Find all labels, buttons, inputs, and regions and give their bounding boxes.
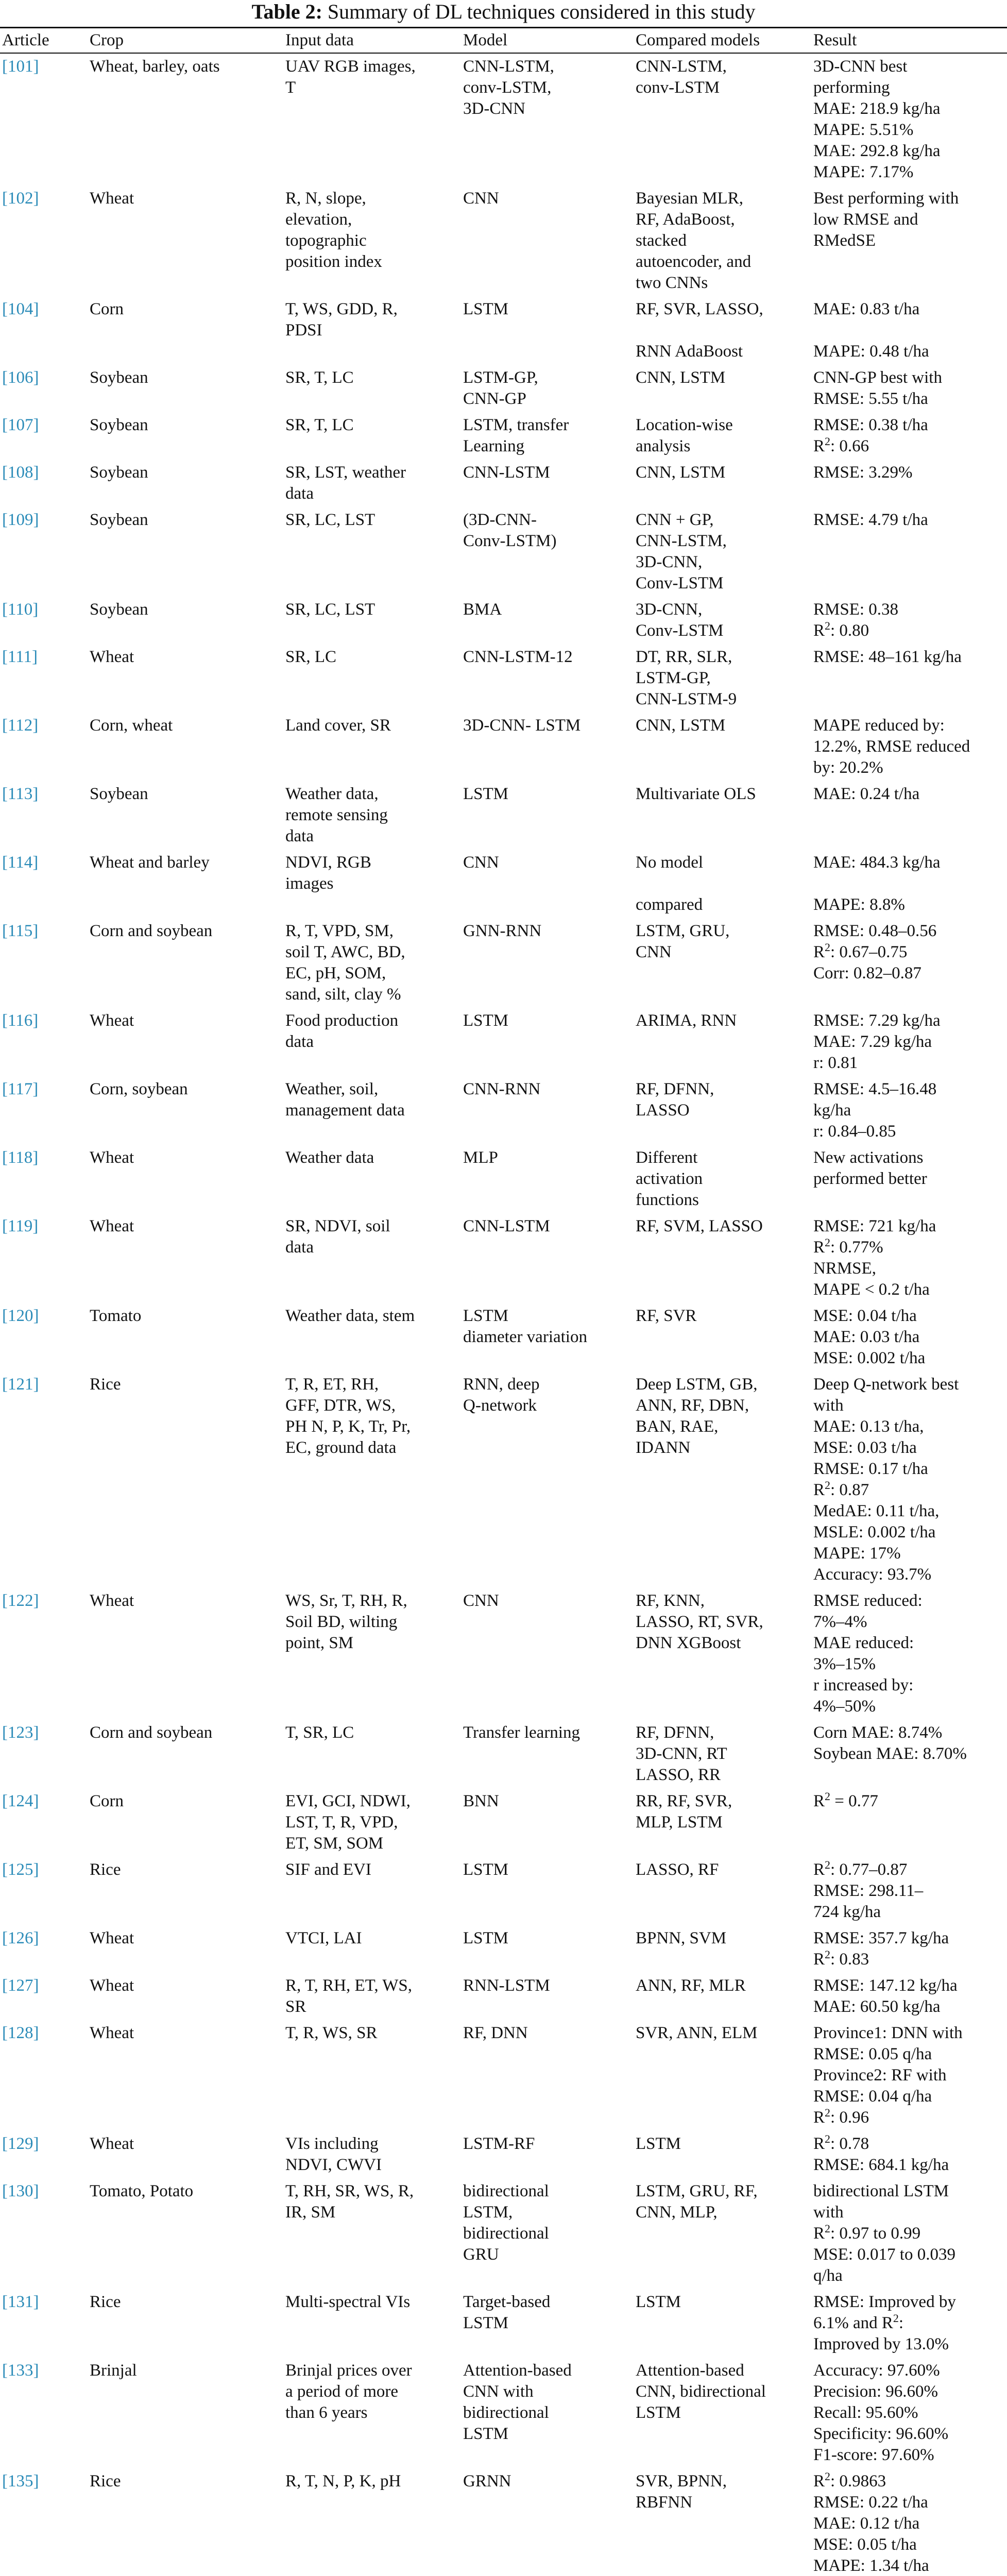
header-result: Result — [813, 31, 857, 49]
crop-cell: Wheat — [90, 1929, 134, 1947]
model-cell: LSTM — [463, 1929, 509, 1947]
article-ref-link[interactable]: [115] — [2, 922, 39, 940]
model-cell: LSTM diameter variation — [463, 1307, 587, 1346]
table-row — [0, 1925, 1007, 1973]
compared-models-cell: RF, SVM, LASSO — [636, 1217, 763, 1235]
article-ref-link[interactable]: [102] — [2, 189, 39, 208]
model-cell: LSTM — [463, 1011, 509, 1030]
article-ref-link[interactable]: [124] — [2, 1792, 39, 1810]
article-ref-link[interactable]: [127] — [2, 1976, 39, 1995]
model-cell: LSTM-GP, CNN-GP — [463, 368, 538, 408]
result-cell: Corn MAE: 8.74% Soybean MAE: 8.70% — [813, 1723, 967, 1763]
article-ref-link[interactable]: [121] — [2, 1375, 39, 1394]
input-data-cell: Weather data, stem — [285, 1307, 415, 1325]
table-row — [0, 412, 1007, 460]
input-data-cell: UAV RGB images, T — [285, 57, 416, 97]
article-ref-link[interactable]: [126] — [2, 1929, 39, 1947]
compared-models-cell: Bayesian MLR, RF, AdaBoost, stacked autoencoder, and two CNNs — [636, 189, 752, 292]
compared-models-cell: LSTM, GRU, CNN — [636, 922, 730, 961]
crop-cell: Rice — [90, 2472, 121, 2490]
model-cell: Target-based LSTM — [463, 2293, 551, 2332]
compared-models-cell: ANN, RF, MLR — [636, 1976, 746, 1995]
article-ref-link[interactable]: [106] — [2, 368, 39, 387]
compared-models-cell: Different activation functions — [636, 1148, 703, 1209]
input-data-cell: EVI, GCI, NDWI, LST, T, R, VPD, ET, SM, SOM — [285, 1792, 411, 1853]
article-ref-link[interactable]: [131] — [2, 2293, 39, 2311]
input-data-cell: T, R, WS, SR — [285, 2024, 378, 2042]
result-cell: RMSE: 147.12 kg/ha MAE: 60.50 kg/ha — [813, 1976, 958, 2016]
input-data-cell: SR, NDVI, soil data — [285, 1217, 390, 1257]
result-cell: MAE: 484.3 kg/ha MAPE: 8.8% — [813, 853, 941, 914]
article-ref-link[interactable]: [123] — [2, 1723, 39, 1742]
crop-cell: Rice — [90, 2293, 121, 2311]
table-row — [0, 185, 1007, 296]
crop-cell: Wheat — [90, 1011, 134, 1030]
compared-models-cell: DT, RR, SLR, LSTM-GP, CNN-LSTM-9 — [636, 648, 737, 708]
table-row — [0, 2020, 1007, 2131]
result-cell: RMSE: 4.79 t/ha — [813, 511, 928, 529]
result-cell: CNN-GP best with RMSE: 5.55 t/ha — [813, 368, 942, 408]
compared-models-cell: RF, DFNN, LASSO — [636, 1080, 714, 1120]
table-caption — [0, 0, 1007, 24]
table-row — [0, 597, 1007, 644]
header-row — [0, 28, 1007, 54]
model-cell: CNN-LSTM-12 — [463, 648, 573, 666]
compared-models-cell: Multivariate OLS — [636, 785, 756, 803]
table-row — [0, 1857, 1007, 1925]
crop-cell: Corn — [90, 300, 124, 318]
model-cell: BNN — [463, 1792, 499, 1810]
article-ref-link[interactable]: [114] — [2, 853, 39, 872]
model-cell: BMA — [463, 600, 502, 619]
table-row — [0, 2131, 1007, 2178]
article-ref-link[interactable]: [111] — [2, 648, 38, 666]
table-row — [0, 2358, 1007, 2468]
input-data-cell: SR, T, LC — [285, 416, 354, 434]
compared-models-cell: SVR, BPNN, RBFNN — [636, 2472, 727, 2512]
input-data-cell: SIF and EVI — [285, 1860, 371, 1879]
input-data-cell: SR, LC — [285, 648, 337, 666]
input-data-cell: Multi-spectral VIs — [285, 2293, 411, 2311]
compared-models-cell: LSTM — [636, 2293, 681, 2311]
result-cell: MAE: 0.24 t/ha — [813, 785, 920, 803]
crop-cell: Rice — [90, 1375, 121, 1394]
result-cell: Best performing with low RMSE and RMedSE — [813, 189, 959, 250]
crop-cell: Corn and soybean — [90, 1723, 213, 1742]
article-ref-link[interactable]: [108] — [2, 463, 39, 482]
table-row — [0, 1076, 1007, 1145]
crop-cell: Wheat — [90, 1591, 134, 1610]
result-cell: RMSE: 0.38 $R^2$: 0.80 — [813, 600, 899, 640]
model-cell: bidirectional LSTM, bidirectional GRU — [463, 2182, 549, 2264]
crop-cell: Wheat — [90, 189, 134, 208]
result-cell: Province1: DNN with RMSE: 0.05 q/ha Province2: RF with RMSE: 0.04 q/ha $R^2$: 0.96 — [813, 2024, 963, 2127]
result-cell: RMSE reduced: 7%–4% MAE reduced: 3%–15% r increased by: 4%–50% — [813, 1591, 923, 1716]
crop-cell: Wheat — [90, 2024, 134, 2042]
result-cell: $R^2 = 0.77$ — [813, 1790, 878, 1810]
crop-cell: Wheat and barley — [90, 853, 210, 872]
crop-cell: Soybean — [90, 785, 148, 803]
input-data-cell: T, R, ET, RH, GFF, DTR, WS, PH N, P, K, Tr, Pr, EC, ground data — [285, 1375, 411, 1457]
result-cell: 3D-CNN best performing MAE: 218.9 kg/ha MAPE: 5.51% MAE: 292.8 kg/ha MAPE: 7.17% — [813, 57, 941, 181]
model-cell: LSTM — [463, 300, 509, 318]
article-ref-link[interactable]: [104] — [2, 300, 39, 318]
table-row — [0, 2468, 1007, 2576]
result-cell: $R^2$: 0.78 RMSE: 684.1 kg/ha — [813, 2132, 949, 2174]
input-data-cell: SR, LST, weather data — [285, 463, 406, 503]
input-data-cell: SR, LC, LST — [285, 511, 376, 529]
article-ref-link[interactable]: [129] — [2, 2134, 39, 2153]
article-ref-link[interactable]: [101] — [2, 57, 39, 76]
article-ref-link[interactable]: [109] — [2, 511, 39, 529]
model-cell: GNN-RNN — [463, 922, 542, 940]
input-data-cell: VTCI, LAI — [285, 1929, 362, 1947]
article-ref-link[interactable]: [107] — [2, 416, 39, 434]
crop-cell: Wheat — [90, 1217, 134, 1235]
compared-models-cell: RR, RF, SVR, MLP, LSTM — [636, 1792, 732, 1832]
table-row — [0, 1008, 1007, 1076]
model-cell: CNN-LSTM — [463, 1217, 550, 1235]
result-cell: RMSE: 48–161 kg/ha — [813, 648, 962, 666]
article-ref-link[interactable]: [120] — [2, 1307, 39, 1325]
table-row — [0, 781, 1007, 850]
article-ref-link[interactable]: [116] — [2, 1011, 39, 1030]
table-row — [0, 2289, 1007, 2358]
caption-text: Summary of DL techniques considered in this study — [327, 0, 756, 23]
result-cell: $R^2$: 0.77–0.87 RMSE: 298.11– 724 kg/ha — [813, 1858, 924, 1921]
result-cell: RMSE: 357.7 kg/ha $R^2$: 0.83 — [813, 1929, 949, 1969]
compared-models-cell: CNN, LSTM — [636, 463, 726, 482]
crop-cell: Brinjal — [90, 2361, 137, 2380]
article-ref-link[interactable]: [128] — [2, 2024, 39, 2042]
model-cell: CNN — [463, 189, 499, 208]
crop-cell: Wheat — [90, 648, 134, 666]
model-cell: CNN-LSTM, conv-LSTM, 3D-CNN — [463, 57, 554, 118]
article-ref-link[interactable]: [119] — [2, 1217, 39, 1235]
compared-models-cell: CNN-LSTM, conv-LSTM — [636, 57, 727, 97]
compared-models-cell: RF, DFNN, 3D-CNN, RT LASSO, RR — [636, 1723, 727, 1784]
result-cell: Accuracy: 97.60% Precision: 96.60% Recall: 95.60% Specificity: 96.60% F1-score: 97.60% — [813, 2361, 949, 2464]
table-row — [0, 1588, 1007, 1720]
input-data-cell: Weather, soil, management data — [285, 1080, 405, 1120]
table-row — [0, 918, 1007, 1008]
input-data-cell: SR, LC, LST — [285, 600, 376, 619]
table-row — [0, 296, 1007, 365]
dl-techniques-table — [0, 27, 1007, 2576]
crop-cell: Wheat — [90, 2134, 134, 2153]
header-input-data: Input data — [285, 31, 354, 49]
compared-models-cell: SVR, ANN, ELM — [636, 2024, 758, 2042]
result-cell: RMSE: 0.48–0.56 $R^2$: 0.67–0.75 Corr: 0.82–0.87 — [813, 922, 937, 982]
compared-models-cell: LSTM — [636, 2134, 681, 2153]
table-row — [0, 1788, 1007, 1857]
crop-cell: Soybean — [90, 511, 148, 529]
table-header — [0, 28, 1007, 54]
result-cell: RMSE: 721 kg/ha $R^2$: 0.77% NRMSE, MAPE < 0.2 t/ha — [813, 1217, 936, 1299]
compared-models-cell: RF, SVR — [636, 1307, 697, 1325]
model-cell: Transfer learning — [463, 1723, 580, 1742]
input-data-cell: T, WS, GDD, R, PDSI — [285, 300, 398, 340]
result-cell: RMSE: Improved by 6.1% and $R^2$: Improved by 13.0% — [813, 2293, 956, 2353]
model-cell: LSTM-RF — [463, 2134, 535, 2153]
model-cell: RF, DNN — [463, 2024, 528, 2042]
article-ref-link[interactable]: [110] — [2, 600, 39, 619]
table-row — [0, 507, 1007, 597]
header-model: Model — [463, 31, 508, 49]
result-cell: bidirectional LSTM with $R^2$: 0.97 to 0.99 MSE: 0.017 to 0.039 q/ha — [813, 2182, 955, 2285]
model-cell: MLP — [463, 1148, 498, 1167]
crop-cell: Corn and soybean — [90, 922, 213, 940]
crop-cell: Soybean — [90, 463, 148, 482]
result-cell: MSE: 0.04 t/ha MAE: 0.03 t/ha MSE: 0.002 t/ha — [813, 1307, 926, 1367]
crop-cell: Rice — [90, 1860, 121, 1879]
model-cell: (3D-CNN- Conv-LSTM) — [463, 511, 557, 550]
crop-cell: Corn, soybean — [90, 1080, 188, 1098]
compared-models-cell: Deep LSTM, GB, ANN, RF, DBN, BAN, RAE, IDANN — [636, 1375, 758, 1457]
crop-cell: Wheat — [90, 1148, 134, 1167]
input-data-cell: NDVI, RGB images — [285, 853, 371, 893]
compared-models-cell: 3D-CNN, Conv-LSTM — [636, 600, 724, 640]
compared-models-cell: No model compared — [636, 853, 704, 914]
compared-models-cell: ARIMA, RNN — [636, 1011, 737, 1030]
compared-models-cell: Attention-based CNN, bidirectional LSTM — [636, 2361, 766, 2422]
crop-cell: Tomato — [90, 1307, 142, 1325]
model-cell: RNN-LSTM — [463, 1976, 550, 1995]
model-cell: Attention-based CNN with bidirectional LSTM — [463, 2361, 572, 2443]
result-cell: RMSE: 0.38 t/ha $R^2$: 0.66 — [813, 416, 928, 455]
result-cell: MAPE reduced by: 12.2%, RMSE reduced by: 20.2% — [813, 716, 970, 777]
input-data-cell: VIs including NDVI, CWVI — [285, 2134, 382, 2174]
result-cell: New activations performed better — [813, 1148, 927, 1188]
model-cell: LSTM, transfer Learning — [463, 416, 569, 455]
model-cell: RNN, deep Q-network — [463, 1375, 540, 1415]
crop-cell: Corn, wheat — [90, 716, 173, 735]
table-row — [0, 1145, 1007, 1213]
input-data-cell: Weather data, remote sensing data — [285, 785, 388, 845]
article-ref-link[interactable]: [113] — [2, 785, 39, 803]
compared-models-cell: CNN, LSTM — [636, 716, 726, 735]
table-row — [0, 1720, 1007, 1788]
caption-label: Table 2: — [251, 0, 322, 23]
input-data-cell: WS, Sr, T, RH, R, Soil BD, wilting point, SM — [285, 1591, 407, 1652]
model-cell: 3D-CNN- LSTM — [463, 716, 581, 735]
input-data-cell: Weather data — [285, 1148, 374, 1167]
result-cell: RMSE: 7.29 kg/ha MAE: 7.29 kg/ha r: 0.81 — [813, 1011, 941, 1072]
table-row — [0, 1371, 1007, 1588]
table-row — [0, 644, 1007, 713]
input-data-cell: R, T, RH, ET, WS, SR — [285, 1976, 412, 2016]
article-ref-link[interactable]: [125] — [2, 1860, 39, 1879]
crop-cell: Soybean — [90, 600, 148, 619]
article-ref-link[interactable]: [117] — [2, 1080, 39, 1098]
compared-models-cell: BPNN, SVM — [636, 1929, 727, 1947]
crop-cell: Wheat — [90, 1976, 134, 1995]
article-ref-link[interactable]: [118] — [2, 1148, 39, 1167]
result-cell: RMSE: 3.29% — [813, 463, 913, 482]
model-cell: GRNN — [463, 2472, 511, 2490]
result-cell: MAE: 0.83 t/ha MAPE: 0.48 t/ha — [813, 300, 929, 361]
input-data-cell: Food production data — [285, 1011, 399, 1051]
compared-models-cell: RF, KNN, LASSO, RT, SVR, DNN XGBoost — [636, 1591, 763, 1652]
crop-cell: Soybean — [90, 368, 148, 387]
table-row — [0, 2178, 1007, 2289]
input-data-cell: T, RH, SR, WS, R, IR, SM — [285, 2182, 414, 2222]
compared-models-cell: LSTM, GRU, RF, CNN, MLP, — [636, 2182, 758, 2222]
table-row — [0, 713, 1007, 781]
input-data-cell: R, T, N, P, K, pH — [285, 2472, 401, 2490]
table-row — [0, 53, 1007, 185]
table-row — [0, 1303, 1007, 1371]
result-cell: RMSE: 4.5–16.48 kg/ha r: 0.84–0.85 — [813, 1080, 937, 1141]
input-data-cell: R, N, slope, elevation, topographic position index — [285, 189, 382, 271]
table-body — [0, 53, 1007, 2576]
compared-models-cell: CNN, LSTM — [636, 368, 726, 387]
crop-cell: Tomato, Potato — [90, 2182, 194, 2200]
crop-cell: Corn — [90, 1792, 124, 1810]
article-ref-link[interactable]: [130] — [2, 2182, 39, 2200]
model-cell: CNN — [463, 1591, 499, 1610]
table-row — [0, 460, 1007, 507]
input-data-cell: Land cover, SR — [285, 716, 391, 735]
model-cell: LSTM — [463, 785, 509, 803]
article-ref-link[interactable]: [122] — [2, 1591, 39, 1610]
header-crop: Crop — [90, 31, 124, 49]
compared-models-cell: CNN + GP, CNN-LSTM, 3D-CNN, Conv-LSTM — [636, 511, 727, 592]
input-data-cell: Brinjal prices over a period of more than 6 years — [285, 2361, 412, 2422]
compared-models-cell: Location-wise analysis — [636, 416, 733, 455]
crop-cell: Wheat, barley, oats — [90, 57, 220, 76]
result-cell: Deep Q-network best with MAE: 0.13 t/ha, MSE: 0.03 t/ha RMSE: 0.17 t/ha $R^2$: 0.87 MedAE: 0.11 t/ha, MSLE: 0.002 t/ha MAPE: 17% Accuracy: 93.7% — [813, 1375, 959, 1584]
article-ref-link[interactable]: [135] — [2, 2472, 39, 2490]
compared-models-cell: LASSO, RF — [636, 1860, 719, 1879]
header-compared-models: Compared models — [636, 31, 760, 49]
input-data-cell: T, SR, LC — [285, 1723, 354, 1742]
model-cell: LSTM — [463, 1860, 509, 1879]
input-data-cell: SR, T, LC — [285, 368, 354, 387]
table-row — [0, 850, 1007, 918]
table-row — [0, 365, 1007, 412]
model-cell: CNN — [463, 853, 499, 872]
article-ref-link[interactable]: [133] — [2, 2361, 39, 2380]
input-data-cell: R, T, VPD, SM, soil T, AWC, BD, EC, pH, SOM, sand, silt, clay % — [285, 922, 405, 1004]
table-row — [0, 1973, 1007, 2020]
model-cell: CNN-LSTM — [463, 463, 550, 482]
header-article: Article — [2, 31, 49, 49]
result-cell: $R^2$: 0.9863 RMSE: 0.22 t/ha MAE: 0.12 t/ha MSE: 0.05 t/ha MAPE: 1.34 t/ha — [813, 2470, 929, 2575]
article-ref-link[interactable]: [112] — [2, 716, 39, 735]
table-row — [0, 1213, 1007, 1303]
compared-models-cell: RF, SVR, LASSO, RNN AdaBoost — [636, 300, 763, 361]
model-cell: CNN-RNN — [463, 1080, 541, 1098]
crop-cell: Soybean — [90, 416, 148, 434]
